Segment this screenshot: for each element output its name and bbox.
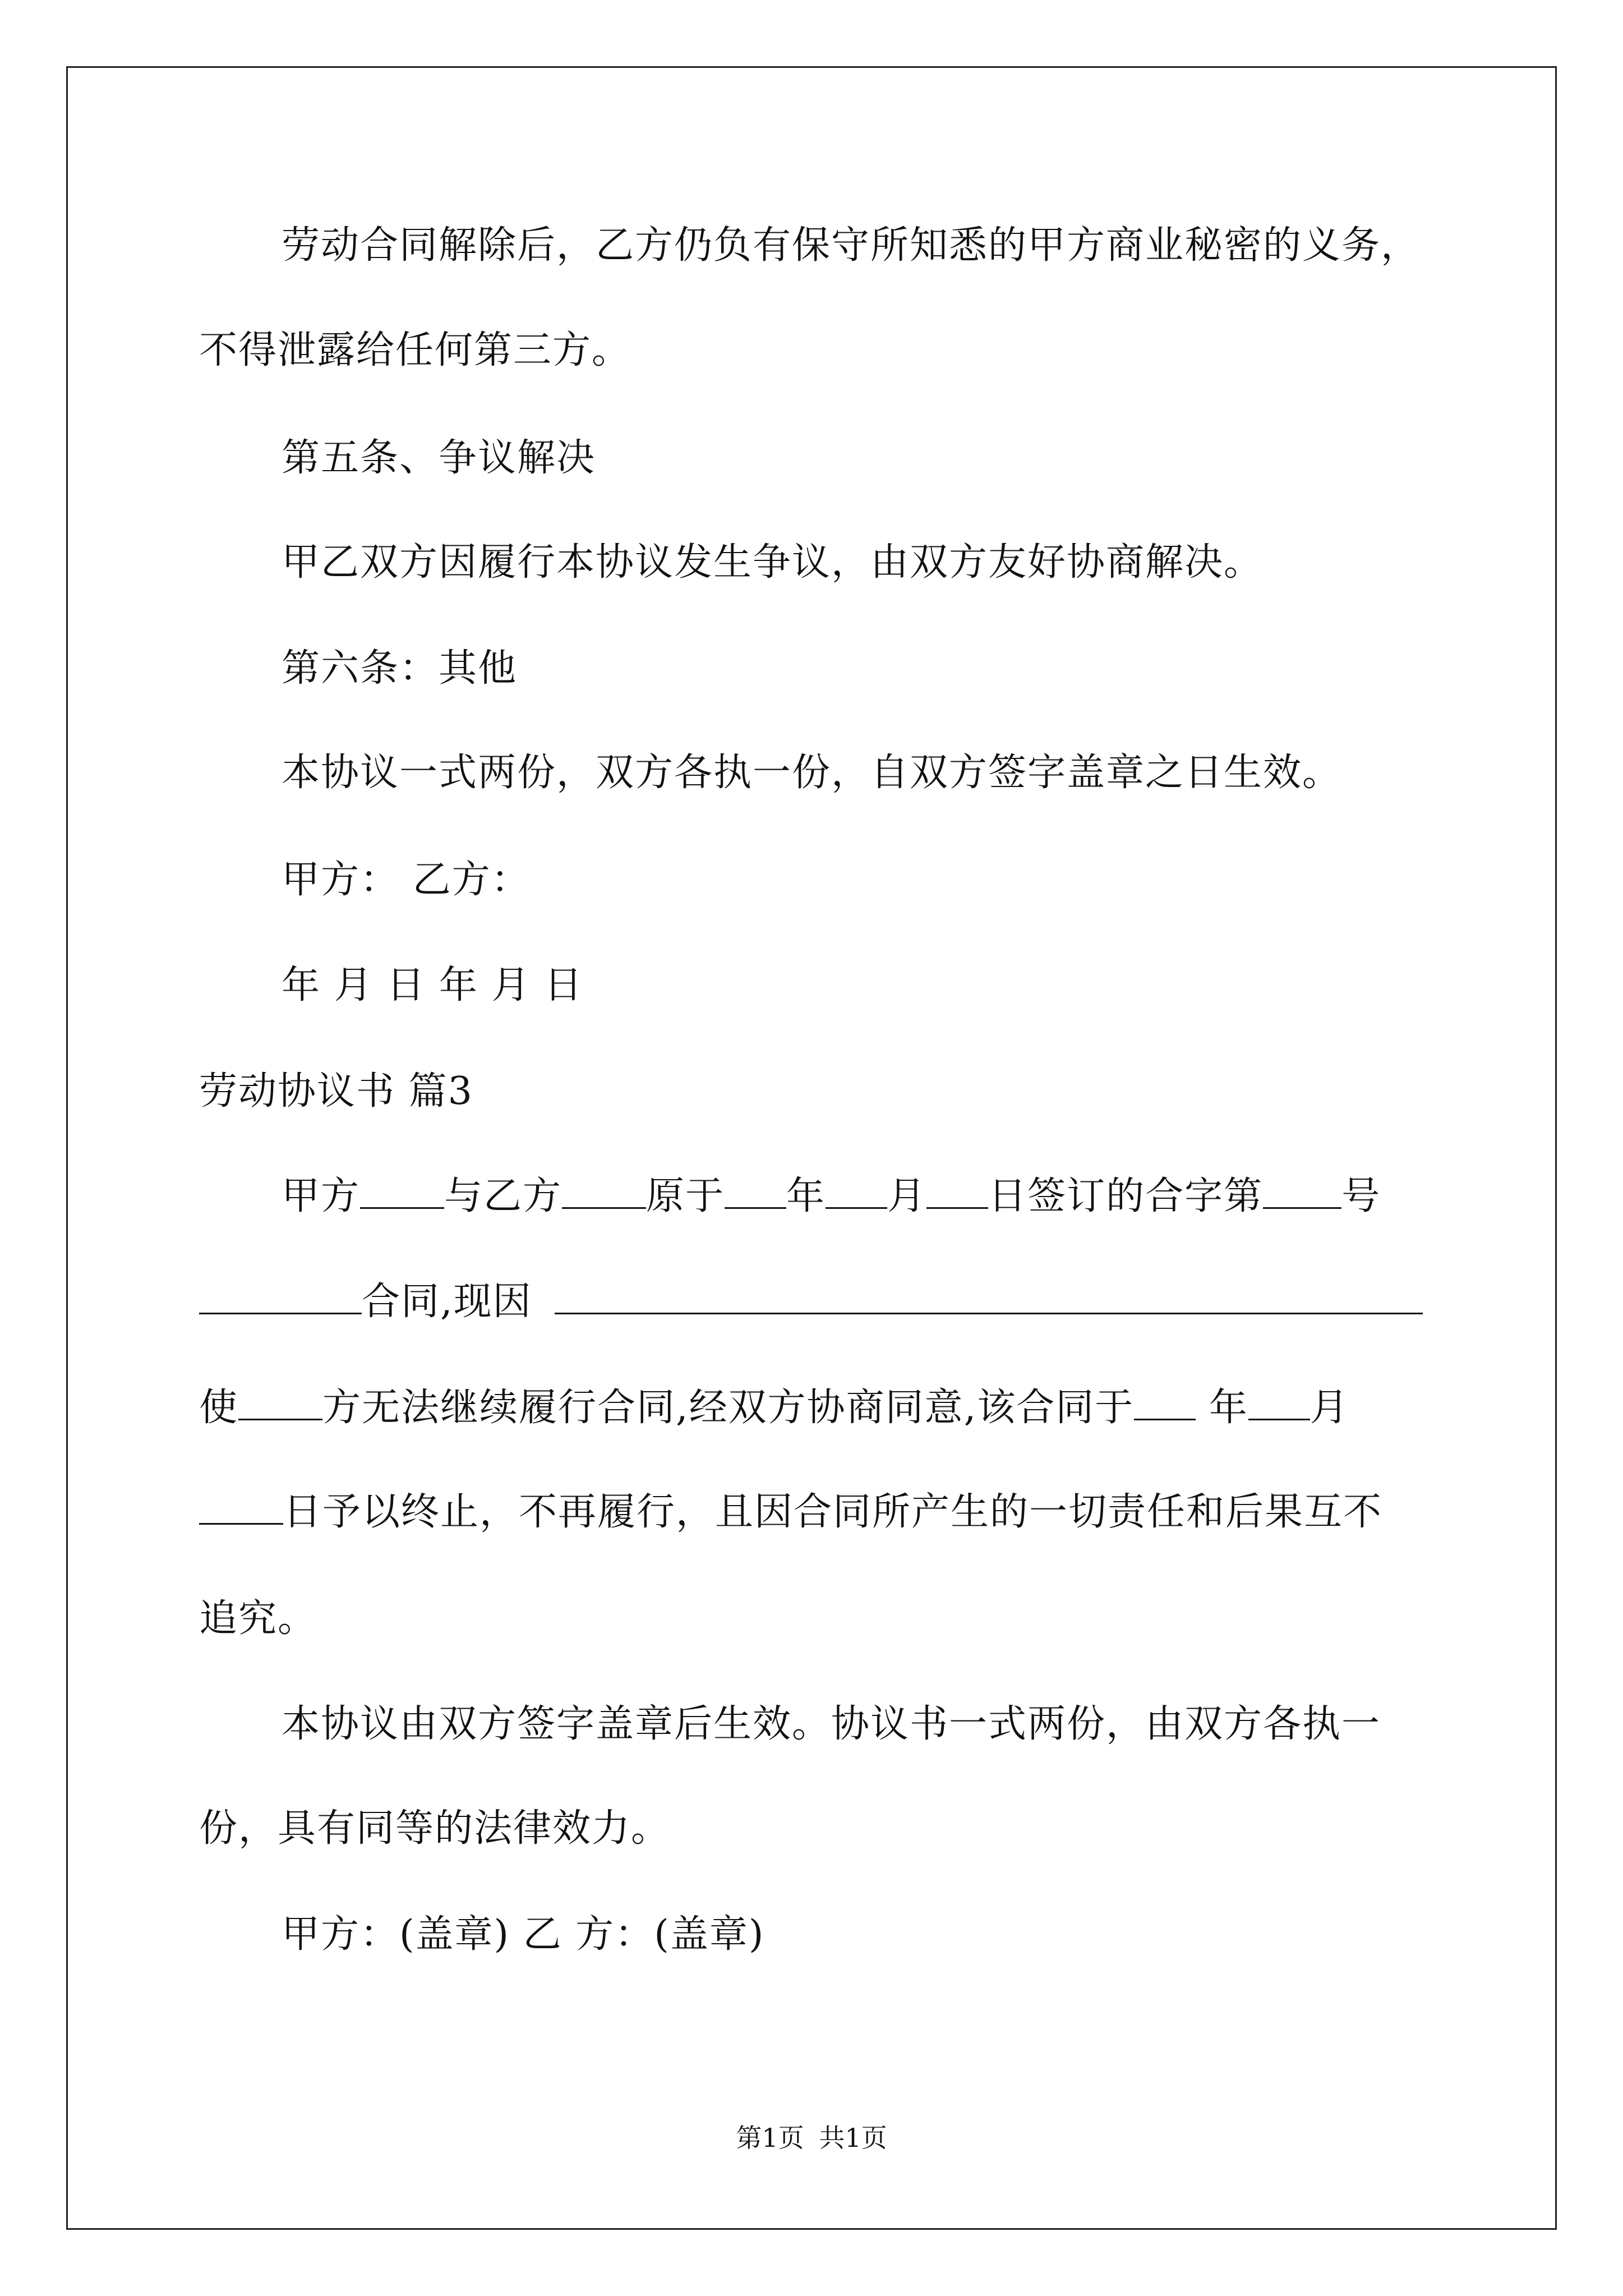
- text-fragment: 年: [786, 1174, 826, 1218]
- text-fragment: 方无法继续履行合同,经双方协商同意,该合同于: [322, 1386, 1135, 1430]
- text-fragment: 使: [199, 1386, 239, 1430]
- text-fragment: 甲方: [282, 1174, 361, 1218]
- text-fragment: 日签订的合字第: [988, 1174, 1264, 1218]
- text-fragment: 月: [887, 1174, 927, 1218]
- contract-fill-line: [282, 1174, 1381, 1219]
- text-fragment: 日予以终止，不再履行，且因合同所产生的一切责任和后果互不: [283, 1490, 1383, 1534]
- fill-blank: [725, 1174, 786, 1209]
- article-title: 第六条：其他: [282, 646, 518, 691]
- fill-blank: [199, 1279, 362, 1314]
- text-fragment: 号: [1341, 1174, 1381, 1218]
- fill-blank: [1263, 1174, 1341, 1209]
- paragraph-line: 份，具有同等的法律效力。: [199, 1806, 671, 1851]
- fill-blank: [1248, 1385, 1310, 1420]
- page-border: [66, 66, 1557, 2230]
- fill-blank: [360, 1174, 444, 1209]
- text-fragment: 合同,现因: [362, 1280, 532, 1324]
- contract-fill-line: [199, 1489, 1382, 1535]
- paragraph-line: 劳动合同解除后，乙方仍负有保守所知悉的甲方商业秘密的义务，: [282, 223, 1421, 268]
- contract-fill-line: [199, 1385, 1349, 1430]
- fill-blank: [926, 1174, 988, 1209]
- paragraph-line: 甲乙双方因履行本协议发生争议，由双方友好协商解决。: [282, 540, 1264, 585]
- page-footer: [0, 2122, 1623, 2154]
- contract-fill-line: [199, 1279, 1423, 1324]
- paragraph-line: 不得泄露给任何第三方。: [199, 328, 631, 372]
- section-heading: 劳动协议书 篇3: [199, 1069, 473, 1114]
- text-fragment: 与乙方: [444, 1174, 562, 1218]
- fill-blank: [238, 1385, 322, 1420]
- fill-blank: [199, 1489, 283, 1525]
- signature-parties: 甲方： 乙方：: [282, 858, 531, 902]
- fill-blank: [826, 1174, 887, 1209]
- text-fragment: 年: [1196, 1386, 1248, 1430]
- seal-line: 甲方：(盖章) 乙 方：(盖章): [282, 1912, 765, 1957]
- fill-blank: [562, 1174, 646, 1209]
- text-fragment: 原于: [646, 1174, 725, 1218]
- fill-blank: [555, 1279, 1423, 1314]
- article-title: 第五条、争议解决: [282, 436, 596, 480]
- page-number: 第1页: [736, 2123, 804, 2153]
- fill-blank: [1134, 1385, 1196, 1420]
- text-fragment: 月: [1310, 1386, 1349, 1430]
- page-total: 共1页: [819, 2123, 887, 2153]
- signature-dates: 年 月 日 年 月 日: [282, 963, 584, 1007]
- paragraph-line: 本协议一式两份，双方各执一份，自双方签字盖章之日生效。: [282, 751, 1342, 795]
- paragraph-line: 追究。: [199, 1596, 317, 1641]
- paragraph-line: 本协议由双方签字盖章后生效。协议书一式两份，由双方各执一: [282, 1702, 1381, 1746]
